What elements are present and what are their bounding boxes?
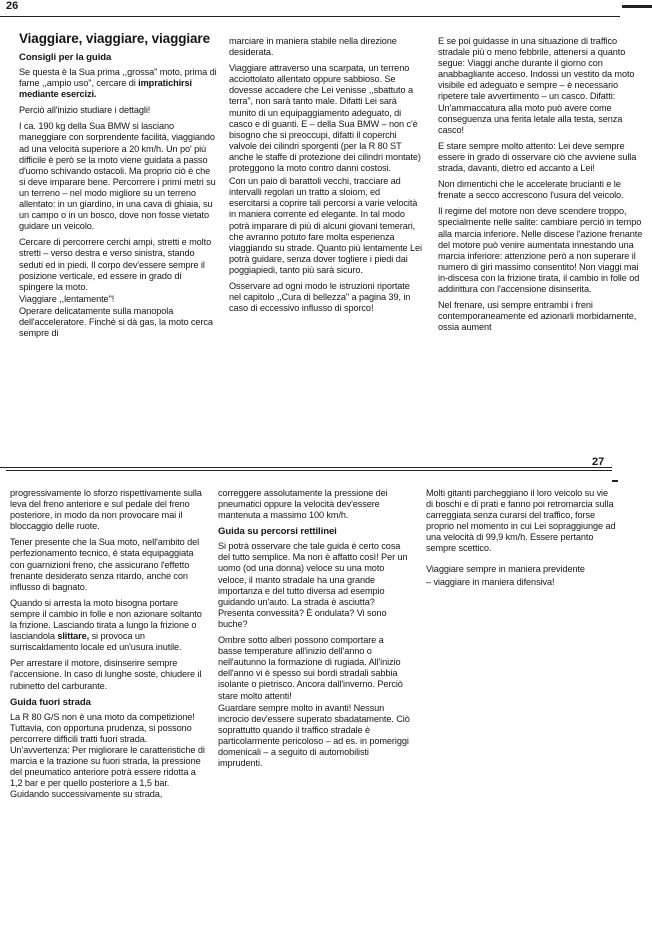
paragraph: Viaggiare attraverso una scarpata, un terreno acciottolato allentato oppure sabbioso. Se dovesse accadere che Lei venisse ,,sbattuto a terra", non sarà tanto male. Difatti Lei sarà munito di un equipaggiamento adeguato, di casco e di guanti. E – della Sua BMW – non c'è bisogno che si preoccupi, difatti il coperchi valvole dei cilindri sporgenti (per la R 80 ST anche le staffe di protezione dei cilindri montate) proteggono la moto contro danni costosi. [229,63,421,174]
paragraph: Con un paio di barattoli vecchi, tracciare ad intervalli regolari un tratto a sloiom, ed esercitarsi a coprire tali percorsi a varie velocità in maniera corrente ed elegante. In tal modo potrà imparare di più di alcuni giovani temerari, che avranno potuto fare molta esperienza viaggiando su strade. Quanto più lentamente Lei potrà guidare, senza dover togliere i piedi dai poggiapiedi, tanto più sarà sicuro. [229,176,422,275]
edge-tick [612,480,618,482]
page-number-top: 26 [6,0,19,12]
page-separator [0,467,612,468]
paragraph: E stare sempre molto attento: Lei deve sempre essere in grado di osservare ciò che avviene sulla strada, davanti, dietro ed accanto a Lei! [438,140,637,174]
paragraph: Molti gitanti parcheggiano il loro veicolo su vie di boschi e di prati e fanno poi retromarcia sulla carreggiata senza curarsi del traffico, forse proprio nel momento in cui Lei sopraggiunge ad una velocità di 99,9 km/h. Essere pertanto sempre scettico. [426,488,616,554]
paragraph: Cercare di percorrere cerchi ampi, stretti e molto stretti – verso destra e verso sinistra, stando seduti ed in piedi. Il corpo dev'essere sempre il posizione verticale, ed essere in grado di spingere la moto. [19,237,212,292]
paragraph: progressivamente lo sforzo rispettivamente sulla leva del freno anteriore e sul pedale del freno posteriore, in modo da non provocare mai il bloccaggio delle ruote. [10,488,202,532]
paragraph: Viaggiare sempre in maniera previdente [426,563,585,574]
top-column-1 [19,31,217,344]
edge-tab [622,5,652,8]
bottom-column-1 [10,488,208,805]
paragraph: Tener presente che la Sua moto, nell'ambito del perfezionamento tecnico, è stata equipaggiata con guarnizioni freno, che assicurano l'effetto frenante desiderato senza ritardo, anche con influsso di bagnato. [10,537,200,592]
paragraph: Ombre sotto alberi possono comportare a basse temperature all'inizio dell'anno o nell'autunno la formazione di rugiada. All'inizio dell'anno vi è spesso sui bordi stradali sabbia isolante o pietrisco. Ancora dall'inverno. Perciò stare molto attenti! [218,635,403,701]
paragraph: Operare delicatamente sulla manopola dell'acceleratore. Finchè si dà gas, la moto cerca sempre di [19,305,213,339]
paragraph: Il regime del motore non deve scendere troppo, specialmente nelle salite: cambiare perciò in tempo alla marcia inferiore. Nelle discese l'azione frenante del motore può venire aumentata innestando una marcia inferiore: attenzione però a non superare il numero di giri massimo consentito! Non viaggi mai in-discesa con la frizione tirata, il cambio in folle od addirittura con l'accensione disinserita. [438,206,643,294]
paragraph: marciare in maniera stabile nella direzione desiderata. [229,36,397,58]
heading-consigli: Consigli per la guida [19,52,112,63]
paragraph: Guardare sempre molto in avanti! Nessun incrocio dev'essere superato sbadatamente. Ciò soprattutto quando il traffico stradale è particolarmente pericoloso – ad es. in pomeriggi domenicali – a seguito di automobilisti imprudenti. [218,702,410,769]
paragraph: Se questa è la Sua prima ,,grossa" moto, prima di farne ,,ampio uso", cercare di impratichirsi mediante esercizi. [19,67,217,100]
top-header-rule [0,16,620,17]
paragraph: Perciò all'inizio studiare i dettagli! [19,105,151,116]
bottom-header-rule [6,470,612,471]
paragraph: Si potrà osservare che tale guida è certo cosa del tutto semplice. Ma non è affatto così! Per un uomo (od una donna) veloce su una moto veloce, il manto stradale ha una grande importanza e del tutto diversa ad esempio guidando un'auto. La strada è asciutta? Presenta convessità? È ondulata? Vi sono buche? [218,541,408,629]
heading-rettilinei: Guida su percorsi rettilinei [218,526,337,538]
paragraph: Osservare ad ogni modo le istruzioni riportate nel capitolo ,,Cura di bellezza" a pagina 39, in caso di eccessivo influsso di sporco! [229,280,411,314]
top-column-2 [229,36,422,319]
section-title: Viaggiare, viaggiare, viaggiare [19,31,210,46]
paragraph: I ca. 190 kg della Sua BMW si lasciano maneggiare con sorprendente facilità, viaggiando ad una velocità superiore a 20 km/h. Un po' più difficile è però se la moto viene guidata a passo d'uomo schivando ostacoli. Ma proprio ciò è che si deve imparare bene. Percorrere i primi metri su un terreno – nel modo migliore su un terreno allentato: in un giardino, in una cava di ghiaia, su un campo o in un bosco, dove non fosse vietato guidare un veicolo. [19,121,216,232]
top-column-3 [438,36,644,338]
bottom-column-2 [218,488,410,774]
paragraph: E se poi guidasse in una situazione di traffico stradale più o meno febbrile, attenersi a quanto segue: Viaggi anche durante il giorno con anabbagliante acceso. Indossi un vestito da moto visibile ed adeguato e sempre – è necessario ripetere tale avvertimento – un casco. Difatti: Un'ammaccatura alla moto può avere come conseguenza una ferita letale alla testa, senza casco! [438,36,635,135]
heading-fuori-strada: Guida fuori strada [10,696,91,708]
paragraph: Per arrestare il motore, disinserire sempre l'accensione. In caso di lunghe soste, chiudere il rubinetto del carburante. [10,658,202,691]
page-number-bottom: 27 [592,456,605,468]
paragraph: La R 80 G/S non è una moto da competizione! Tuttavia, con opportuna prudenza, si possono percorrere difficili tratti fuori strada. Un'avvertenza: Per migliorare le caratteristiche di marcia e la trazione su fuori strada, la pressione del pneumatico anteriore potrà essere ridotta a 1,2 bar e per quello posteriore a 1,5 bar. Guidando successivamente su strada, [10,711,205,800]
bottom-column-3 [426,488,616,593]
paragraph: Non dimentichi che le accelerate brucianti e le frenate a secco accrescono l'usura del veicolo. [438,179,624,201]
paragraph: – viaggiare in maniera difensiva! [426,576,555,587]
paragraph: correggere assolutamente la pressione dei pneumatici oppure la velocità dev'essere mantenuta a massimo 100 km/h. [218,488,388,521]
paragraph: Nel frenare, usi sempre entrambi i freni contemporaneamente ed azionarli morbidamente, ossia aument [438,300,637,333]
paragraph: Viaggiare ,,lentamente"! [19,293,115,304]
paragraph: Quando si arresta la moto bisogna portare sempre il cambio in folle e non azionare soltanto la frizione. Lasciando tirata a lungo la frizione o lasciandola slittare, si provoca un surriscaldamento locale ed un'usura inutile. [10,597,202,653]
